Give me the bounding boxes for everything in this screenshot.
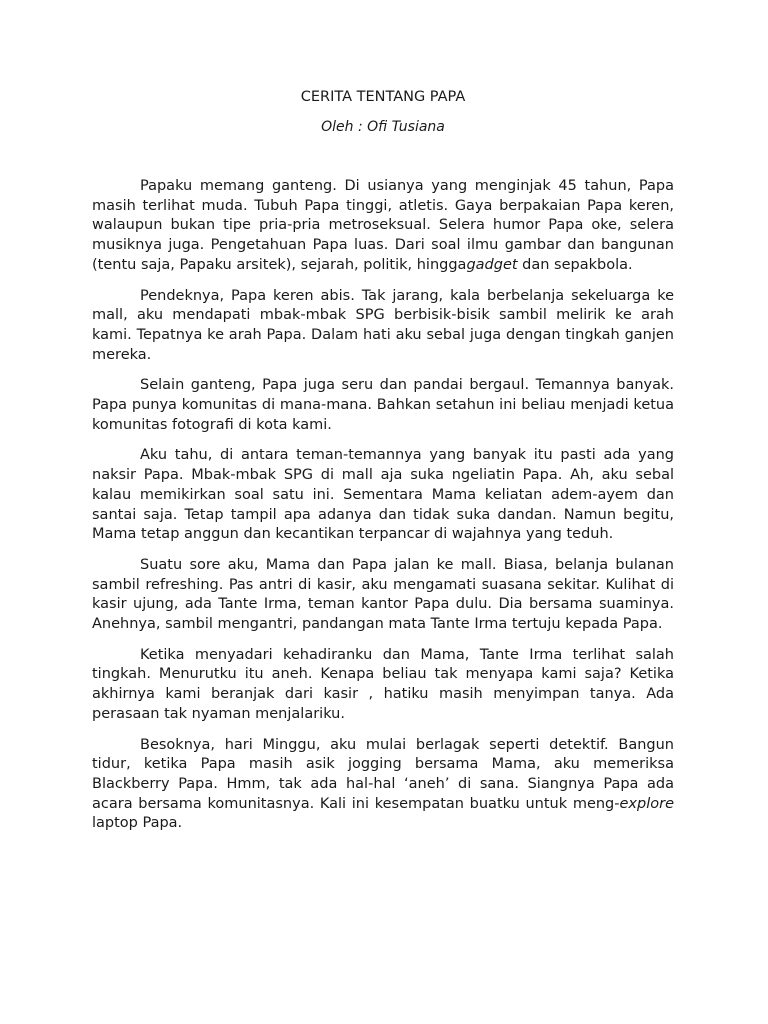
paragraph-text: Suatu sore aku, Mama dan Papa jalan ke mall. Biasa, belanja bulanan sambil refreshing. Pas antri di kasir, aku mengamati suasana sekitar. Kulihat di kasir ujung, ada Tante Irma, teman kantor Papa dulu. Dia bersama suaminya. Anehnya, sambil mengantri, pandangan mata Tante Irma tertuju kepada Papa. (92, 556, 674, 633)
italic-term: gadget (466, 256, 518, 273)
paragraph-text: Aku tahu, di antara teman-temannya yang banyak itu pasti ada yang naksir Papa. Mbak-mbak SPG di mall aja suka ngeliatin Papa. Ah, aku sebal kalau memikirkan soal satu ini. Sementara Mama keliatan adem-ayem dan santai saja. Tetap tampil apa adanya dan tidak suka dandan. Namun begitu, Mama tetap anggun dan kecantikan terpancar di wajahnya yang teduh. (92, 447, 674, 543)
document-page (92, 86, 674, 845)
paragraph-text: Selain ganteng, Papa juga seru dan pandai bergaul. Temannya banyak. Papa punya komunitas di mana-mana. Bahkan setahun ini beliau menjadi ketua komunitas fotografi di kota kami. (92, 377, 674, 433)
paragraph (92, 736, 674, 835)
paragraph (92, 177, 674, 276)
italic-term: explore (619, 795, 674, 812)
story-body (92, 177, 674, 834)
author-line: Oleh : Ofi Tusiana (321, 119, 445, 135)
paragraph-text: Papaku memang ganteng. Di usianya yang menginjak 45 tahun, Papa masih terlihat muda. Tubuh Papa tinggi, atletis. Gaya berpakaian Papa keren, walaupun bukan tipe pria-pria metroseksual. Selera humor Papa oke, selera musiknya juga. Pengetahuan Papa luas. Dari soal ilmu gambar dan bangunan (tentu saja, Papaku arsitek), sejarah, politik, hingga (92, 178, 674, 273)
paragraph (92, 446, 674, 545)
paragraph-text: Besoknya, hari Minggu, aku mulai berlagak seperti detektif. Bangun tidur, ketika Papa masih asik jogging bersama Mama, aku memeriksa Blackberry Papa. Hmm, tak ada hal-hal ‘aneh’ di sana. Siangnya Papa ada acara bersama komunitasnya. Kali ini kesempatan buatku untuk meng- (92, 736, 674, 812)
paragraph (92, 287, 674, 366)
paragraph-text: dan sepakbola. (517, 256, 633, 273)
paragraph-text: Pendeknya, Papa keren abis. Tak jarang, kala berbelanja sekeluarga ke mall, aku mendapati mbak-mbak SPG berbisik-bisik sambil melirik ke arah kami. Tepatnya ke arah Papa. Dalam hati aku sebal juga dengan tingkah ganjen mereka. (92, 287, 674, 363)
paragraph (92, 556, 674, 635)
document-title: CERITA TENTANG PAPA (300, 89, 466, 105)
paragraph-text: Ketika menyadari kehadiranku dan Mama, Tante Irma terlihat salah tingkah. Menurutku itu aneh. Kenapa beliau tak menyapa kami saja? Ketika akhirnya kami beranjak dari kasir , hatiku masih menyimpan tanya. Ada perasaan tak nyaman menjalariku. (92, 646, 674, 722)
paragraph (92, 376, 674, 435)
paragraph (92, 646, 674, 725)
paragraph-text: laptop Papa. (92, 815, 183, 832)
